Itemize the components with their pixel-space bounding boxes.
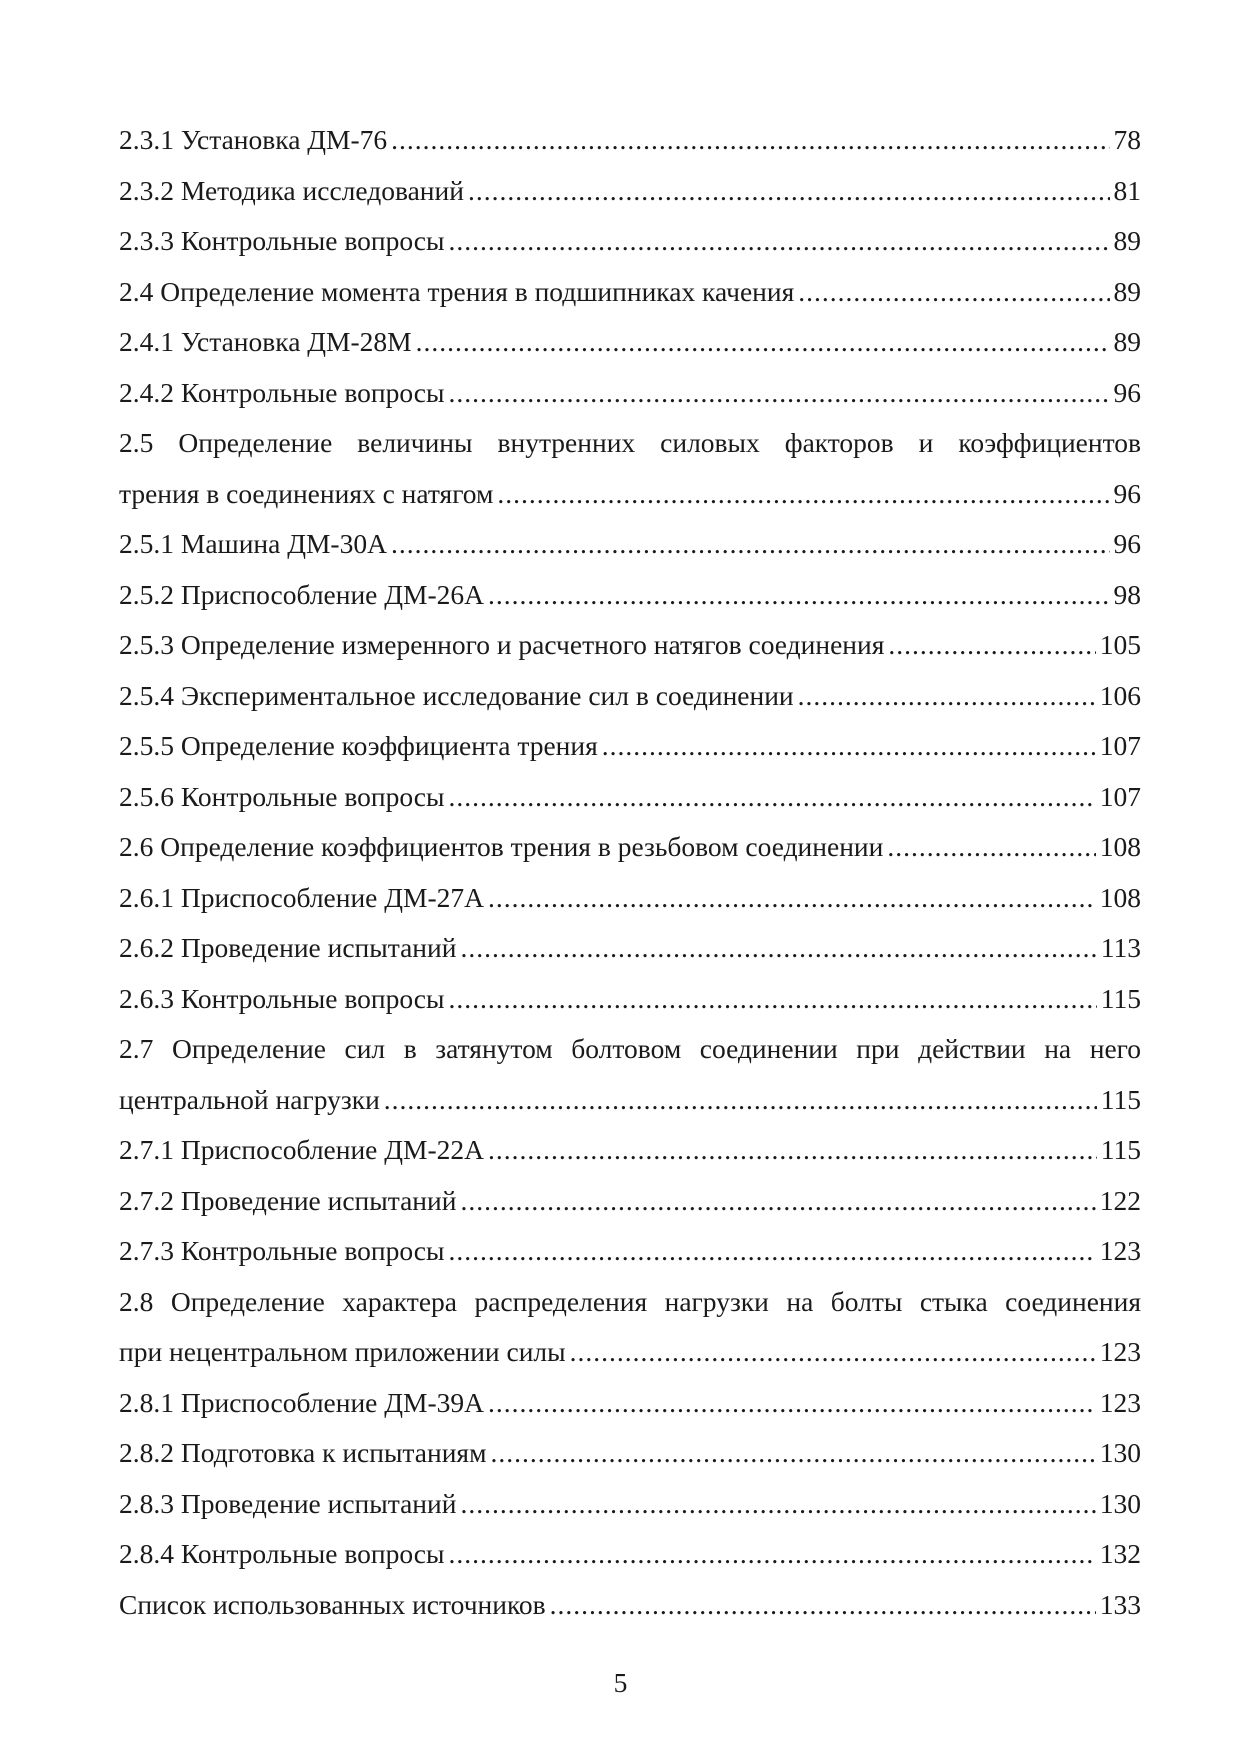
toc-entry-page: 115: [1100, 1134, 1141, 1165]
toc-entry-page: 78: [1113, 124, 1141, 155]
toc-entry-title: 2.3.2 Методика исследований: [119, 174, 464, 206]
toc-entry[interactable]: [119, 570, 1141, 621]
dot-leader: [460, 923, 1096, 974]
toc-entry[interactable]: [119, 1580, 1141, 1631]
toc-entry-page: 108: [1099, 831, 1141, 862]
toc-entry[interactable]: [119, 166, 1141, 217]
toc-entry-page: 107: [1099, 730, 1141, 761]
page-number: 5: [613, 1667, 628, 1698]
toc-entry-page: 132: [1099, 1538, 1141, 1569]
toc-entry-page: 115: [1100, 982, 1141, 1014]
dot-leader: [602, 721, 1096, 772]
dot-leader: [570, 1327, 1096, 1378]
toc-entry-title: 2.8.1 Приспособление ДМ-39А: [119, 1386, 484, 1418]
toc-entry-title-line1: 2.8 Определение характера распределения нагрузки на болты стыка соединения: [119, 1285, 1141, 1317]
toc-entry[interactable]: [119, 1176, 1141, 1227]
toc-entry-title: 2.8.2 Подготовка к испытаниям: [119, 1437, 487, 1468]
toc-entry[interactable]: [119, 317, 1141, 368]
toc-entry-title-line1: 2.5 Определение величины внутренних силовых факторов и коэффициентов: [119, 427, 1141, 458]
dot-leader: [497, 469, 1109, 520]
toc-entry[interactable]: [119, 115, 1141, 166]
dot-leader: [448, 216, 1109, 267]
toc-entry[interactable]: [119, 1024, 1141, 1125]
toc-entry-page: 123: [1099, 1386, 1141, 1418]
toc-entry-title: 2.5.5 Определение коэффициента трения: [119, 730, 598, 761]
toc-entry[interactable]: [119, 267, 1141, 318]
dot-leader: [798, 267, 1109, 318]
toc-entry-page: 107: [1099, 780, 1141, 812]
toc-entry-page: 113: [1100, 932, 1141, 963]
toc-entry-page: 123: [1099, 1235, 1141, 1266]
toc-entry-title: 2.4.2 Контрольные вопросы: [119, 376, 445, 408]
toc-entry-title: 2.5.6 Контрольные вопросы: [119, 780, 445, 812]
dot-leader: [550, 1580, 1096, 1631]
dot-leader: [488, 1378, 1096, 1429]
toc-entry[interactable]: [119, 822, 1141, 873]
toc-entry[interactable]: [119, 519, 1141, 570]
toc-entry-title: 2.6 Определение коэффициентов трения в резьбовом соединении: [119, 831, 884, 862]
dot-leader: [888, 620, 1095, 671]
toc-entry-title: 2.6.1 Приспособление ДМ-27А: [119, 881, 484, 913]
toc-entry-page: 89: [1113, 225, 1141, 256]
dot-leader: [460, 1479, 1095, 1530]
toc-entry[interactable]: [119, 368, 1141, 419]
toc-entry[interactable]: [119, 1529, 1141, 1580]
toc-entry-title-line2: центральной нагрузки: [119, 1083, 380, 1115]
dot-leader: [384, 1075, 1097, 1126]
toc-entry[interactable]: [119, 1125, 1141, 1176]
dot-leader: [416, 317, 1110, 368]
dot-leader: [488, 873, 1096, 924]
toc-entry[interactable]: [119, 1226, 1141, 1277]
toc-entry-title: 2.6.3 Контрольные вопросы: [119, 982, 445, 1014]
toc-entry[interactable]: [119, 721, 1141, 772]
toc-entry-page: 122: [1099, 1184, 1141, 1216]
toc-entry[interactable]: [119, 1428, 1141, 1479]
toc-entry-page: 130: [1099, 1437, 1141, 1468]
toc-entry-page: 96: [1113, 528, 1141, 559]
toc-entry[interactable]: [119, 1479, 1141, 1530]
dot-leader: [448, 1226, 1095, 1277]
toc-entry-page: 115: [1100, 1083, 1141, 1115]
toc-entry-page: 81: [1113, 174, 1141, 206]
toc-entry[interactable]: [119, 1277, 1141, 1378]
toc-entry-title: 2.4.1 Установка ДМ-28М: [119, 326, 412, 357]
toc-entry-page: 108: [1099, 881, 1141, 913]
toc-entry-page: 130: [1099, 1487, 1141, 1519]
dot-leader: [448, 974, 1096, 1025]
toc-entry-title: 2.5.4 Экспериментальное исследование сил в соединении: [119, 679, 794, 711]
toc-entry-title: Список использованных источников: [119, 1588, 546, 1620]
toc-entry-title: 2.3.3 Контрольные вопросы: [119, 225, 445, 256]
toc-entry[interactable]: [119, 418, 1141, 519]
dot-leader: [448, 1529, 1095, 1580]
toc-entry-title: 2.3.1 Установка ДМ-76: [119, 124, 388, 155]
toc-entry-title-line2: трения в соединениях с натягом: [119, 477, 494, 509]
toc-entry[interactable]: [119, 923, 1141, 974]
dot-leader: [448, 368, 1109, 419]
toc-entry-page: 105: [1099, 629, 1141, 660]
toc-entry-title: 2.7.2 Проведение испытаний: [119, 1184, 457, 1216]
toc-entry-title: 2.7.3 Контрольные вопросы: [119, 1235, 445, 1266]
toc-entry-title: 2.5.1 Машина ДМ-30А: [119, 528, 387, 559]
dot-leader: [887, 822, 1095, 873]
toc-entry[interactable]: [119, 620, 1141, 671]
toc-entry-page: 133: [1099, 1588, 1141, 1620]
toc-entry-page: 96: [1113, 477, 1141, 509]
toc-entry[interactable]: [119, 1378, 1141, 1429]
toc-entry-title: 2.8.4 Контрольные вопросы: [119, 1538, 445, 1569]
toc-entry-page: 96: [1113, 376, 1141, 408]
dot-leader: [490, 1428, 1095, 1479]
toc-entry-title: 2.4 Определение момента трения в подшипниках качения: [119, 275, 795, 307]
dot-leader: [391, 519, 1110, 570]
toc-entry-title-line1: 2.7 Определение сил в затянутом болтовом соединении при действии на него: [119, 1033, 1141, 1064]
toc-entry-title: 2.6.2 Проведение испытаний: [119, 932, 457, 963]
dot-leader: [488, 570, 1110, 621]
dot-leader: [798, 671, 1096, 722]
dot-leader: [488, 1125, 1097, 1176]
dot-leader: [448, 772, 1095, 823]
toc-entry-page: 106: [1099, 679, 1141, 711]
toc-entry[interactable]: [119, 772, 1141, 823]
toc-entry[interactable]: [119, 974, 1141, 1025]
toc-entry-title-line2: при нецентральном приложении силы: [119, 1336, 566, 1367]
toc-entry-page: 89: [1113, 326, 1141, 357]
toc-entry[interactable]: [119, 873, 1141, 924]
toc-entry-title: 2.7.1 Приспособление ДМ-22А: [119, 1134, 484, 1165]
table-of-contents: [119, 115, 1141, 1630]
toc-entry[interactable]: [119, 216, 1141, 267]
toc-entry-title: 2.5.3 Определение измеренного и расчетного натягов соединения: [119, 629, 885, 660]
toc-entry[interactable]: [119, 671, 1141, 722]
dot-leader: [468, 166, 1110, 217]
toc-entry-page: 89: [1113, 275, 1141, 307]
toc-entry-title: 2.8.3 Проведение испытаний: [119, 1487, 457, 1519]
dot-leader: [391, 115, 1109, 166]
toc-entry-page: 98: [1113, 578, 1141, 610]
dot-leader: [460, 1176, 1095, 1227]
toc-entry-title: 2.5.2 Приспособление ДМ-26А: [119, 578, 484, 610]
toc-entry-page: 123: [1099, 1336, 1141, 1367]
